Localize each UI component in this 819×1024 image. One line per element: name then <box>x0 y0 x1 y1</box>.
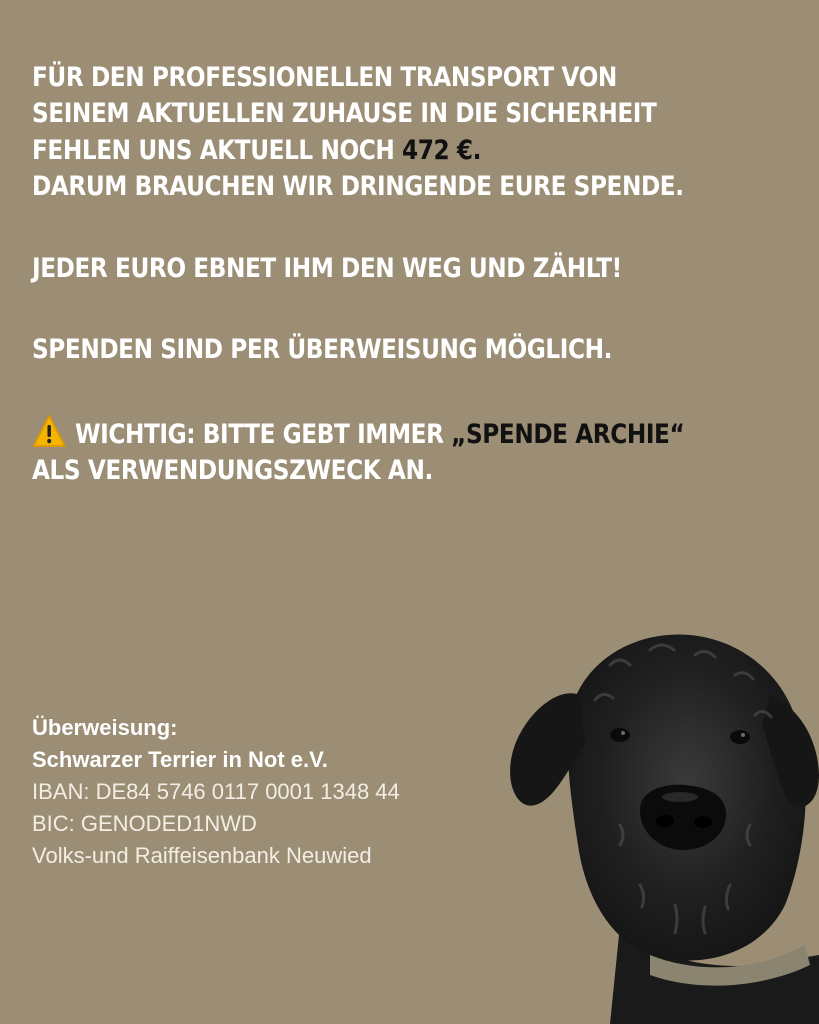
warning-text: WICHTIG: BITTE GEBT IMMER <box>75 418 452 450</box>
dog-photo <box>500 625 819 1024</box>
appeal-line-1: FÜR DEN PROFESSIONELLEN TRANSPORT VON <box>32 62 617 93</box>
appeal-line-6: SPENDEN SIND PER ÜBERWEISUNG MÖGLICH. <box>32 334 612 366</box>
missing-amount: 472 €. <box>402 134 482 166</box>
bank-recipient: Schwarzer Terrier in Not e.V. <box>32 747 328 772</box>
bank-bic: BIC: GENODED1NWD <box>32 811 257 836</box>
appeal-line-2: SEINEM AKTUELLEN ZUHAUSE IN DIE SICHERHEIT <box>32 98 657 130</box>
appeal-line-5: JEDER EURO EBNET IHM DEN WEG UND ZÄHLT! <box>32 252 622 284</box>
warning-icon <box>32 414 66 448</box>
bank-iban: IBAN: DE84 5746 0117 0001 1348 44 <box>32 779 400 804</box>
payment-reference: „SPENDE ARCHIE“ <box>451 418 685 450</box>
warning-line <box>32 414 694 453</box>
appeal-line-3 <box>32 133 694 169</box>
appeal-line-3-text: FEHLEN UNS AKTUELL NOCH <box>32 134 403 166</box>
bank-heading: Überweisung: <box>32 715 178 740</box>
bank-name: Volks-und Raiffeisenbank Neuwied <box>32 843 372 868</box>
warning-line-2: ALS VERWENDUNGSZWECK AN. <box>32 455 433 487</box>
appeal-line-4: DARUM BRAUCHEN WIR DRINGENDE EURE SPENDE. <box>32 171 684 203</box>
donation-appeal <box>32 60 694 490</box>
bank-details <box>32 712 400 872</box>
